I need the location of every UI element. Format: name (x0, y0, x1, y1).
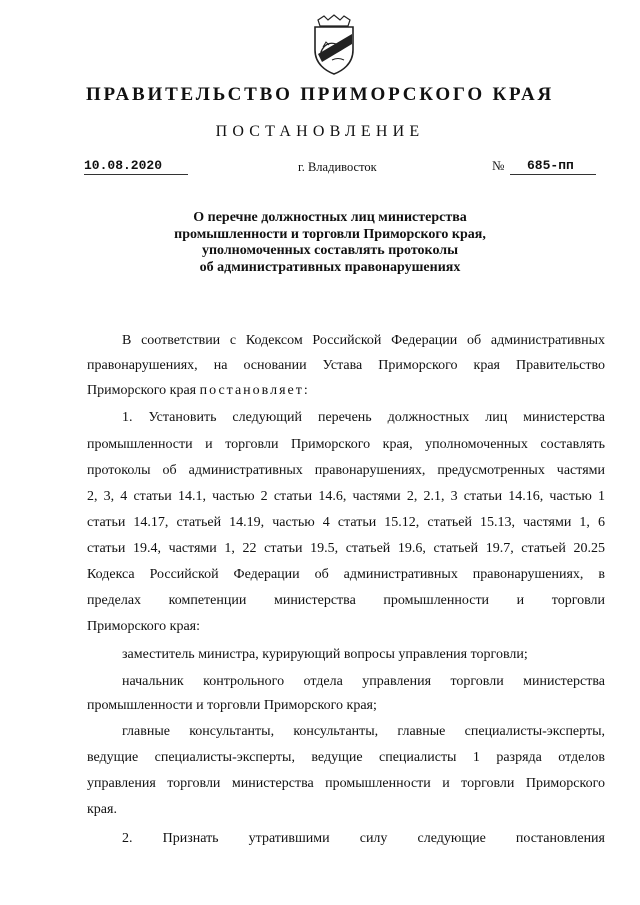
subject-line: об административных правонарушениях (199, 259, 461, 275)
list-item-3-line: главные консультанты, консультанты, главные специалисты-эксперты, (122, 724, 605, 739)
paragraph-1-line: пределах компетенции министерства промышленности и торговли (87, 593, 605, 608)
paragraph-1-line: статьи 19.4, частями 1, 22 статьи 19.5, статьей 19.6, статьей 19.7, статьей 20.25 (87, 541, 605, 556)
subject-line: О перечне должностных лиц министерства (193, 210, 467, 225)
document-number: 685-пп (527, 158, 574, 173)
list-item-2-line: начальник контрольного отдела управления торговли министерства (122, 674, 605, 689)
document-type: ПОСТАНОВЛЕНИЕ (215, 123, 425, 140)
preamble-line: В соответствии с Кодексом Российской Федерации об административных (122, 333, 605, 348)
document-date: 10.08.2020 (84, 158, 163, 173)
coat-of-arms-emblem (308, 14, 360, 76)
document-subject (120, 210, 540, 276)
list-item-1: заместитель министра, курирующий вопросы управления торговли; (122, 647, 528, 662)
preamble-text: Приморского края (87, 383, 197, 398)
paragraph-1-line: Приморского края: (87, 619, 201, 634)
list-item-3-line: края. (87, 802, 117, 817)
subject-line: уполномоченных составлять протоколы (201, 243, 459, 258)
subject-line: промышленности и торговли Приморского края, (174, 226, 486, 242)
paragraph-1-line: 1. Установить следующий перечень должностных лиц министерства (122, 410, 605, 425)
preamble-keyword: постановляет: (199, 383, 310, 398)
document-city: г. Владивосток (298, 160, 377, 174)
list-item-3-line: управления торговли министерства промышленности и торговли Приморского (87, 776, 605, 791)
paragraph-1-line: промышленности и торговли Приморского края, уполномоченных составлять (87, 437, 605, 452)
paragraph-1-line: 2, 3, 4 статьи 14.1, частью 2 статьи 14.6, частями 2, 2.1, 3 статьи 14.16, частью 1 (87, 489, 605, 504)
date-underline (84, 174, 188, 175)
preamble-line (87, 382, 605, 400)
paragraph-2-line: 2. Признать утратившими силу следующие постановления (122, 831, 605, 846)
list-item-3-line: ведущие специалисты-эксперты, ведущие специалисты 1 разряда отделов (87, 750, 605, 765)
preamble-line: правонарушениях, на основании Устава Приморского края Правительство (87, 358, 605, 373)
number-underline (510, 174, 596, 175)
paragraph-1-line: статьи 14.17, статьей 14.19, частью 4 статьи 15.12, статьей 15.13, частями 1, 6 (87, 515, 605, 530)
number-sign: № (492, 158, 505, 173)
government-title: ПРАВИТЕЛЬСТВО ПРИМОРСКОГО КРАЯ (85, 84, 555, 105)
paragraph-1-line: протоколы об административных правонарушениях, предусмотренных частями (87, 463, 605, 478)
paragraph-1-line: Кодекса Российской Федерации об административных правонарушениях, в (87, 567, 605, 582)
list-item-2-line: промышленности и торговли Приморского края; (87, 698, 377, 713)
